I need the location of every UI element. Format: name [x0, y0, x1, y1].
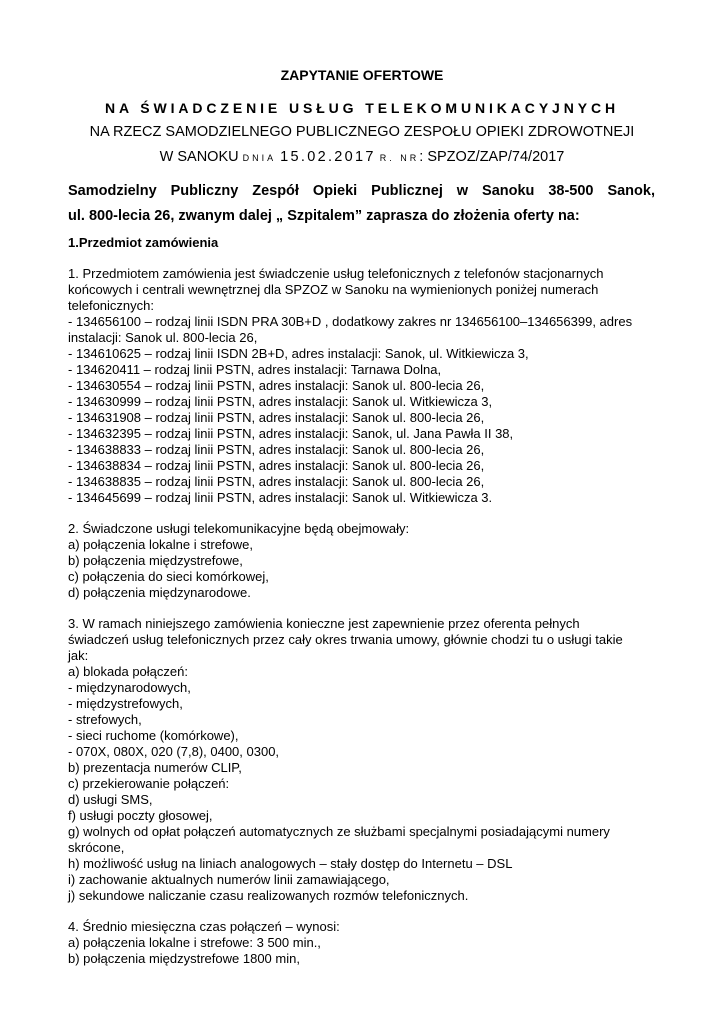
text-line: - 134620411 – rodzaj linii PSTN, adres instalacji: Tarnawa Dolna, — [68, 362, 442, 377]
document-recipient: NA RZECZ SAMODZIELNEGO PUBLICZNEGO ZESPOŁU OPIEKI ZDROWOTNEJI — [89, 124, 635, 140]
text-line: - 134630999 – rodzaj linii PSTN, adres instalacji: Sanok ul. Witkiewicza 3, — [68, 394, 493, 409]
text-line: 2. Świadczone usługi telekomunikacyjne będą obejmowały: — [68, 521, 410, 536]
text-line: - 134638833 – rodzaj linii PSTN, adres instalacji: Sanok ul. 800-lecia 26, — [68, 442, 485, 457]
text-line: - 070X, 080X, 020 (7,8), 0400, 0300, — [68, 744, 280, 759]
section-1-title: 1.Przedmiot zamówienia — [68, 235, 219, 250]
date: 15.02.2017 — [280, 149, 376, 165]
text-line: końcowych i centrali wewnętrznej dla SPZOZ w Sanoku na wymienionych poniżej numerach — [68, 282, 599, 297]
text-line: - 134610625 – rodzaj linii ISDN 2B+D, adres instalacji: Sanok, ul. Witkiewicza 3, — [68, 346, 529, 361]
text-line: - 134645699 – rodzaj linii PSTN, adres instalacji: Sanok ul. Witkiewicza 3. — [68, 490, 493, 505]
document-title: ZAPYTANIE OFERTOWE — [280, 67, 444, 83]
text-line: b) połączenia międzystrefowe 1800 min, — [68, 951, 300, 966]
text-line: 1. Przedmiotem zamówienia jest świadczenie usług telefonicznych z telefonów stacjonarnych — [68, 266, 604, 281]
document-date-reference — [0, 149, 724, 165]
text-line: d) połączenia międzynarodowe. — [68, 585, 251, 600]
text-line: świadczeń usług telefonicznych przez cały okres trwania umowy, głównie chodzi tu o usługi takie — [68, 632, 623, 647]
place: W SANOKU — [159, 149, 239, 165]
text-line: - strefowych, — [68, 712, 142, 727]
text-line: - 134638834 – rodzaj linii PSTN, adres instalacji: Sanok ul. 800-lecia 26, — [68, 458, 485, 473]
text-line: a) blokada połączeń: — [68, 664, 188, 679]
nr-label: R. NR — [379, 153, 420, 163]
intro-line-1: Samodzielny Publiczny Zespół Opieki Publicznej w Sanoku 38-500 Sanok, — [68, 183, 655, 199]
text-line: c) przekierowanie połączeń: — [68, 776, 230, 791]
text-line: skrócone, — [68, 840, 125, 855]
text-line: c) połączenia do sieci komórkowej, — [68, 569, 269, 584]
text-line: - 134632395 – rodzaj linii PSTN, adres instalacji: Sanok, ul. Jana Pawła II 38, — [68, 426, 514, 441]
text-line: - 134638835 – rodzaj linii PSTN, adres instalacji: Sanok ul. 800-lecia 26, — [68, 474, 485, 489]
text-line: b) połączenia międzystrefowe, — [68, 553, 243, 568]
text-line: jak: — [68, 648, 89, 663]
text-line: - międzystrefowych, — [68, 696, 183, 711]
text-line: f) usługi poczty głosowej, — [68, 808, 213, 823]
text-line: j) sekundowe naliczanie czasu realizowanych rozmów telefonicznych. — [68, 888, 469, 903]
text-line: telefonicznych: — [68, 298, 154, 313]
text-line: d) usługi SMS, — [68, 792, 153, 807]
text-line: instalacji: Sanok ul. 800-lecia 26, — [68, 330, 258, 345]
text-line: g) wolnych od opłat połączeń automatycznych ze służbami specjalnymi posiadającymi numery — [68, 824, 610, 839]
text-line: 3. W ramach niniejszego zamówienia konieczne jest zapewnienie przez oferenta pełnych — [68, 616, 580, 631]
text-line: - sieci ruchome (komórkowe), — [68, 728, 239, 743]
text-line: - 134656100 – rodzaj linii ISDN PRA 30B+D , dodatkowy zakres nr 134656100–134656399, adres — [68, 314, 633, 329]
text-line: - 134630554 – rodzaj linii PSTN, adres instalacji: Sanok ul. 800-lecia 26, — [68, 378, 485, 393]
text-line: i) zachowanie aktualnych numerów linii zamawiającego, — [68, 872, 390, 887]
document-subject: NA ŚWIADCZENIE USŁUG TELEKOMUNIKACYJNYCH — [104, 100, 620, 116]
text-line: a) połączenia lokalne i strefowe, — [68, 537, 253, 552]
text-line: b) prezentacja numerów CLIP, — [68, 760, 242, 775]
text-line: - międzynarodowych, — [68, 680, 191, 695]
text-line: h) możliwość usług na liniach analogowych – stały dostęp do Internetu – DSL — [68, 856, 513, 871]
intro-line-2: ul. 800-lecia 26, zwanym dalej „ Szpitalem” zaprasza do złożenia oferty na: — [68, 208, 580, 224]
text-line: a) połączenia lokalne i strefowe: 3 500 min., — [68, 935, 321, 950]
reference-number: : SPZOZ/ZAP/74/2017 — [419, 149, 565, 165]
text-line: - 134631908 – rodzaj linii PSTN, adres instalacji: Sanok ul. 800-lecia 26, — [68, 410, 485, 425]
date-label: DNIA — [242, 153, 277, 163]
text-line: 4. Średnio miesięczna czas połączeń – wynosi: — [68, 919, 340, 934]
